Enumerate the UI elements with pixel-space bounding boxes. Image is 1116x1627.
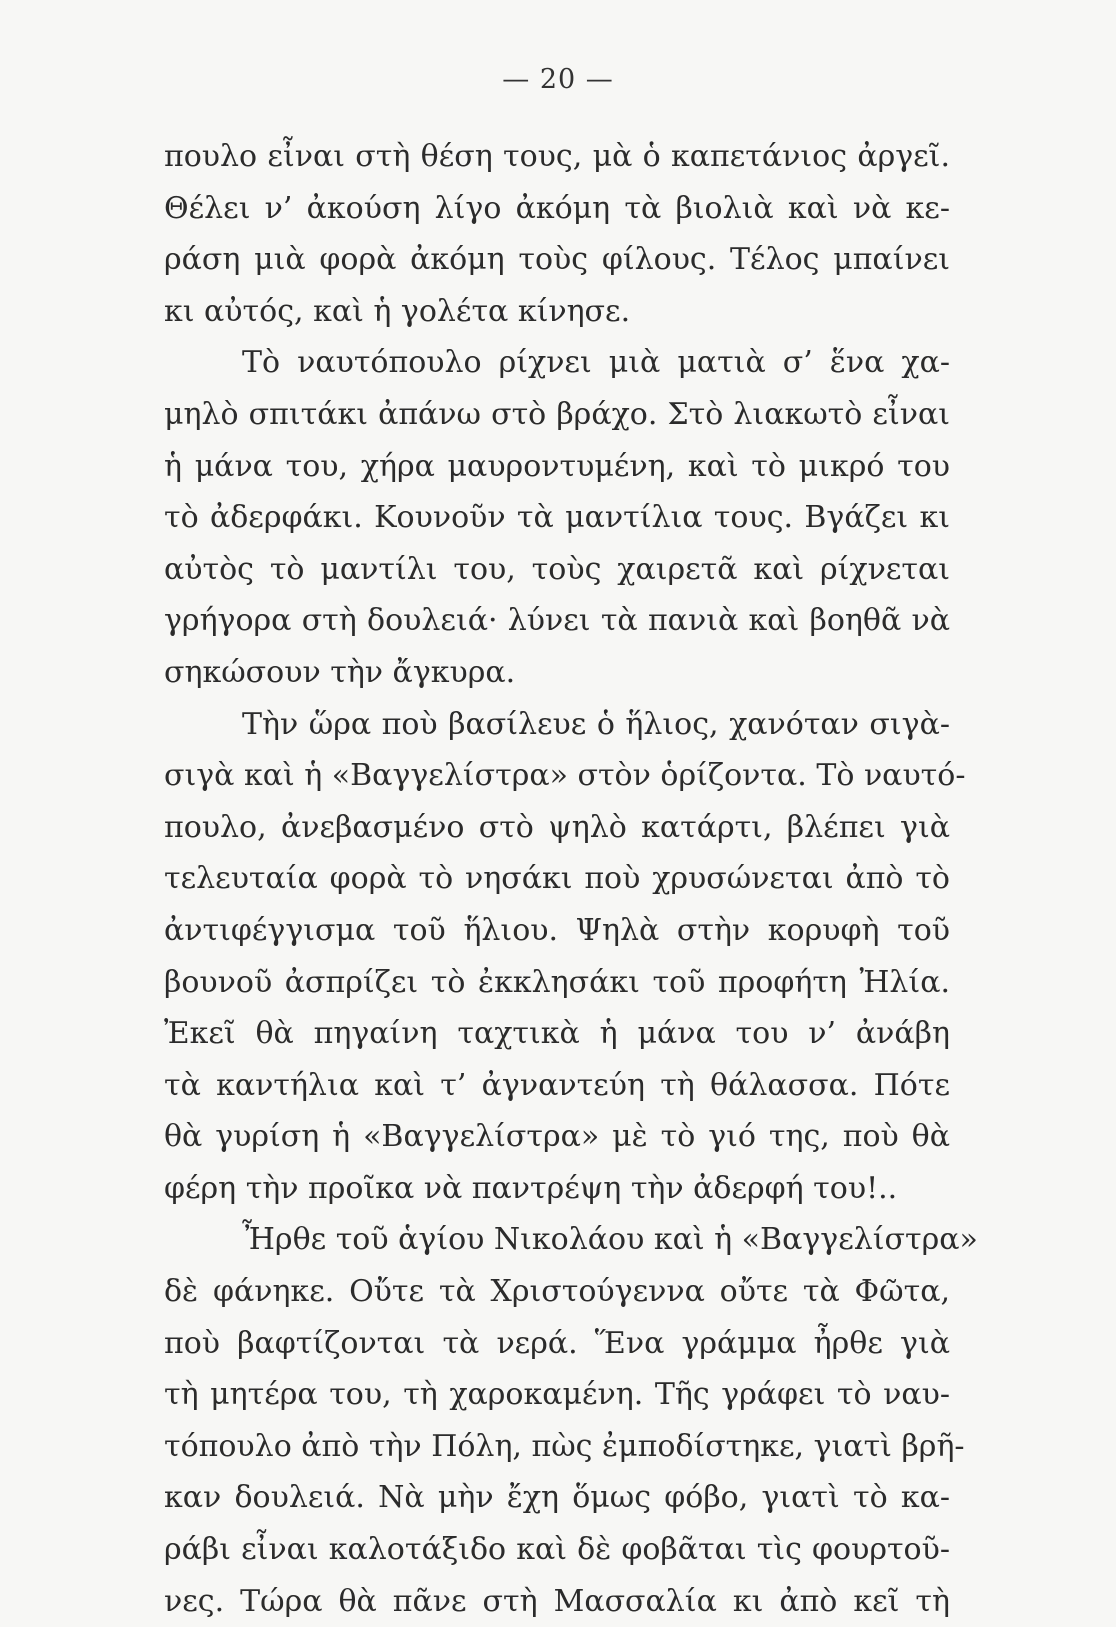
text-line: ἀντιφέγγισμα τοῦ ἥλιου. Ψηλὰ στὴν κορυφὴ τοῦ [164, 912, 950, 948]
text-line: τὸ ἀδερφάκι. Κουνοῦν τὰ μαντίλια τους. Βγάζει κι [164, 500, 950, 536]
text-line: Τὴν ὥρα ποὺ βασίλευε ὁ ἥλιος, χανόταν σιγὰ- [242, 706, 950, 742]
text-line: βουνοῦ ἀσπρίζει τὸ ἐκκλησάκι τοῦ προφήτη Ἠλία. [164, 964, 950, 1000]
text-line: Θέλει ν’ ἀκούση λίγο ἀκόμη τὰ βιολιὰ καὶ νὰ κε- [164, 190, 950, 226]
text-line: Ἐκεῖ θὰ πηγαίνη ταχτικὰ ἡ μάνα του ν’ ἀνάβη [164, 1016, 950, 1052]
text-line: τὴ μητέρα του, τὴ χαροκαμένη. Τῆς γράφει τὸ ναυ- [164, 1377, 950, 1413]
text-line: τελευταία φορὰ τὸ νησάκι ποὺ χρυσώνεται ἀπὸ τὸ [164, 861, 950, 897]
text-line: καν δουλειά. Νὰ μὴν ἔχη ὅμως φόβο, γιατὶ τὸ κα- [164, 1480, 950, 1516]
body-text [164, 131, 978, 1627]
text-line: πουλο, ἀνεβασμένο στὸ ψηλὸ κατάρτι, βλέπει γιὰ [164, 809, 950, 845]
text-line: ποὺ βαφτίζονται τὰ νερά. Ἕνα γράμμα ἦρθε γιὰ [164, 1325, 950, 1361]
text-line: ράση μιὰ φορὰ ἀκόμη τοὺς φίλους. Τέλος μπαίνει [164, 242, 950, 278]
page-number: — 20 — [502, 64, 614, 95]
text-line: Ἦρθε τοῦ ἁγίου Νικολάου καὶ ἡ «Βαγγελίστρα» [242, 1222, 978, 1258]
text-line: πουλο εἶναι στὴ θέση τους, μὰ ὁ καπετάνιος ἀργεῖ. [164, 139, 950, 174]
text-line: τὰ καντήλια καὶ τ’ ἀγναντεύη τὴ θάλασσα. Πότε [164, 1067, 950, 1103]
text-line: σιγὰ καὶ ἡ «Βαγγελίστρα» στὸν ὁρίζοντα. Τὸ ναυτό- [164, 758, 966, 794]
text-line: Τὸ ναυτόπουλο ρίχνει μιὰ ματιὰ σ’ ἕνα χα- [242, 345, 950, 381]
text-line: φέρη τὴν προῖκα νὰ παντρέψη τὴν ἀδερφή του!.. [164, 1170, 898, 1206]
text-line: θὰ γυρίση ἡ «Βαγγελίστρα» μὲ τὸ γιό της, ποὺ θὰ [164, 1119, 950, 1155]
text-line: σηκώσουν τὴν ἄγκυρα. [164, 654, 516, 690]
text-line: μηλὸ σπιτάκι ἀπάνω στὸ βράχο. Στὸ λιακωτὸ εἶναι [164, 396, 950, 432]
text-line: γρήγορα στὴ δουλειά· λύνει τὰ πανιὰ καὶ βοηθᾶ νὰ [164, 603, 950, 639]
text-line: κι αὐτός, καὶ ἡ γολέτα κίνησε. [164, 293, 631, 329]
text-line: δὲ φάνηκε. Οὔτε τὰ Χριστούγεννα οὔτε τὰ Φῶτα, [164, 1274, 950, 1310]
text-line: ἡ μάνα του, χήρα μαυροντυμένη, καὶ τὸ μικρό του [164, 448, 950, 484]
text-line: τόπουλο ἀπὸ τὴν Πόλη, πὼς ἐμποδίστηκε, γιατὶ βρῆ- [164, 1428, 965, 1464]
text-line: αὐτὸς τὸ μαντίλι του, τοὺς χαιρετᾶ καὶ ρίχνεται [164, 551, 950, 587]
text-line: ράβι εἶναι καλοτάξιδο καὶ δὲ φοβᾶται τὶς φουρτοῦ- [164, 1532, 950, 1568]
text-line: νες. Τώρα θὰ πᾶνε στὴ Μασσαλία κι ἀπὸ κεῖ τὴ [164, 1583, 950, 1619]
